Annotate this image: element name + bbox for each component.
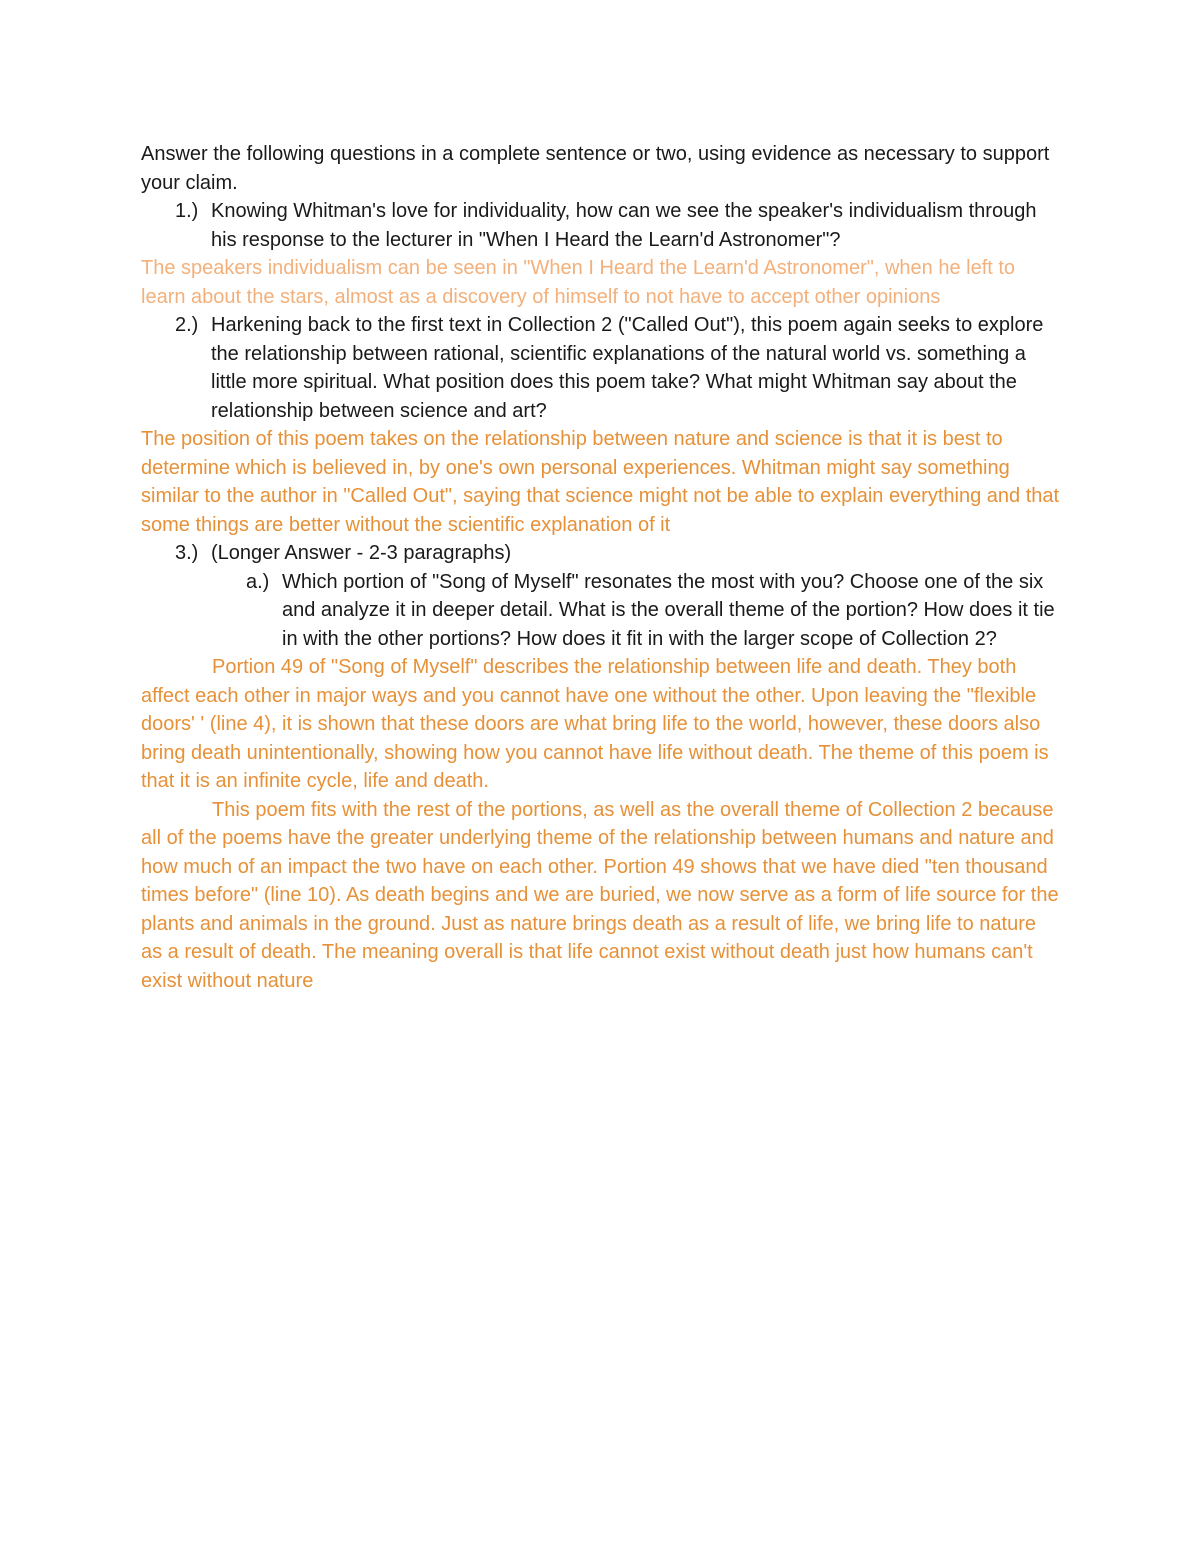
answer-1: The speakers individualism can be seen in "When I Heard the Learn'd Astronomer", when he left to learn about the stars, almost as a discovery of himself to not have to accept other opinions [141,257,1016,308]
question-3a-text: Which portion of "Song of Myself" resonates the most with you? Choose one of the six and analyze it in deeper detail. What is the overall theme of the portion? How does it tie in with the other portions? How does it fit in with the larger scope of Collection 2? [282,570,1055,650]
question-1-number: 1.) [175,200,199,222]
question-3-text: (Longer Answer - 2-3 paragraphs) [211,542,512,564]
question-1-text: Knowing Whitman's love for individuality, how can we see the speaker's individualism through his response to the lecturer in "When I Heard the Learn'd Astronomer"? [211,200,1037,251]
question-1 [141,197,1061,254]
answer-2: The position of this poem takes on the relationship between nature and science is that it is best to determine which is believed in, by one's own personal experiences. Whitman might say something similar to the author in "Called Out", saying that science might not be able to explain everything and that some things are better without the scientific explanation of it [141,428,1060,536]
answer-3-paragraph-2: This poem fits with the rest of the portions, as well as the overall theme of Collection 2 because all of the poems have the greater underlying theme of the relationship between humans and nature and how much of an impact the two have on each other. Portion 49 shows that we have died "ten thousand times before" (line 10). As death begins and we are buried, we now serve as a form of life source for the plants and animals in the ground. Just as nature brings death as a result of life, we bring life to nature as a result of death. The meaning overall is that life cannot exist without death just how humans can't exist without nature [141,798,1059,992]
question-3 [141,539,1061,568]
question-2-text: Harkening back to the first text in Collection 2 ("Called Out"), this poem again seeks to explore the relationship between rational, scientific explanations of the natural world vs. something a little more spiritual. What position does this poem take? What might Whitman say about the relationship between science and art? [211,314,1044,422]
answer-3-paragraph-1: Portion 49 of "Song of Myself" describes the relationship between life and death. They both affect each other in major ways and you cannot have one without the other. Upon leaving the "flexible doors' ' (line 4), it is shown that these doors are what bring life to the world, however, these doors also bring death unintentionally, showing how you cannot have life without death. The theme of this poem is that it is an infinite cycle, life and death. [141,656,1049,792]
question-2 [141,311,1061,425]
question-3a [141,568,1061,654]
document-body [141,140,1061,995]
instructions: Answer the following questions in a complete sentence or two, using evidence as necessary to support your claim. [141,143,1050,194]
question-3-number: 3.) [175,542,199,564]
question-3a-number: a.) [246,570,270,593]
question-2-number: 2.) [175,314,199,336]
